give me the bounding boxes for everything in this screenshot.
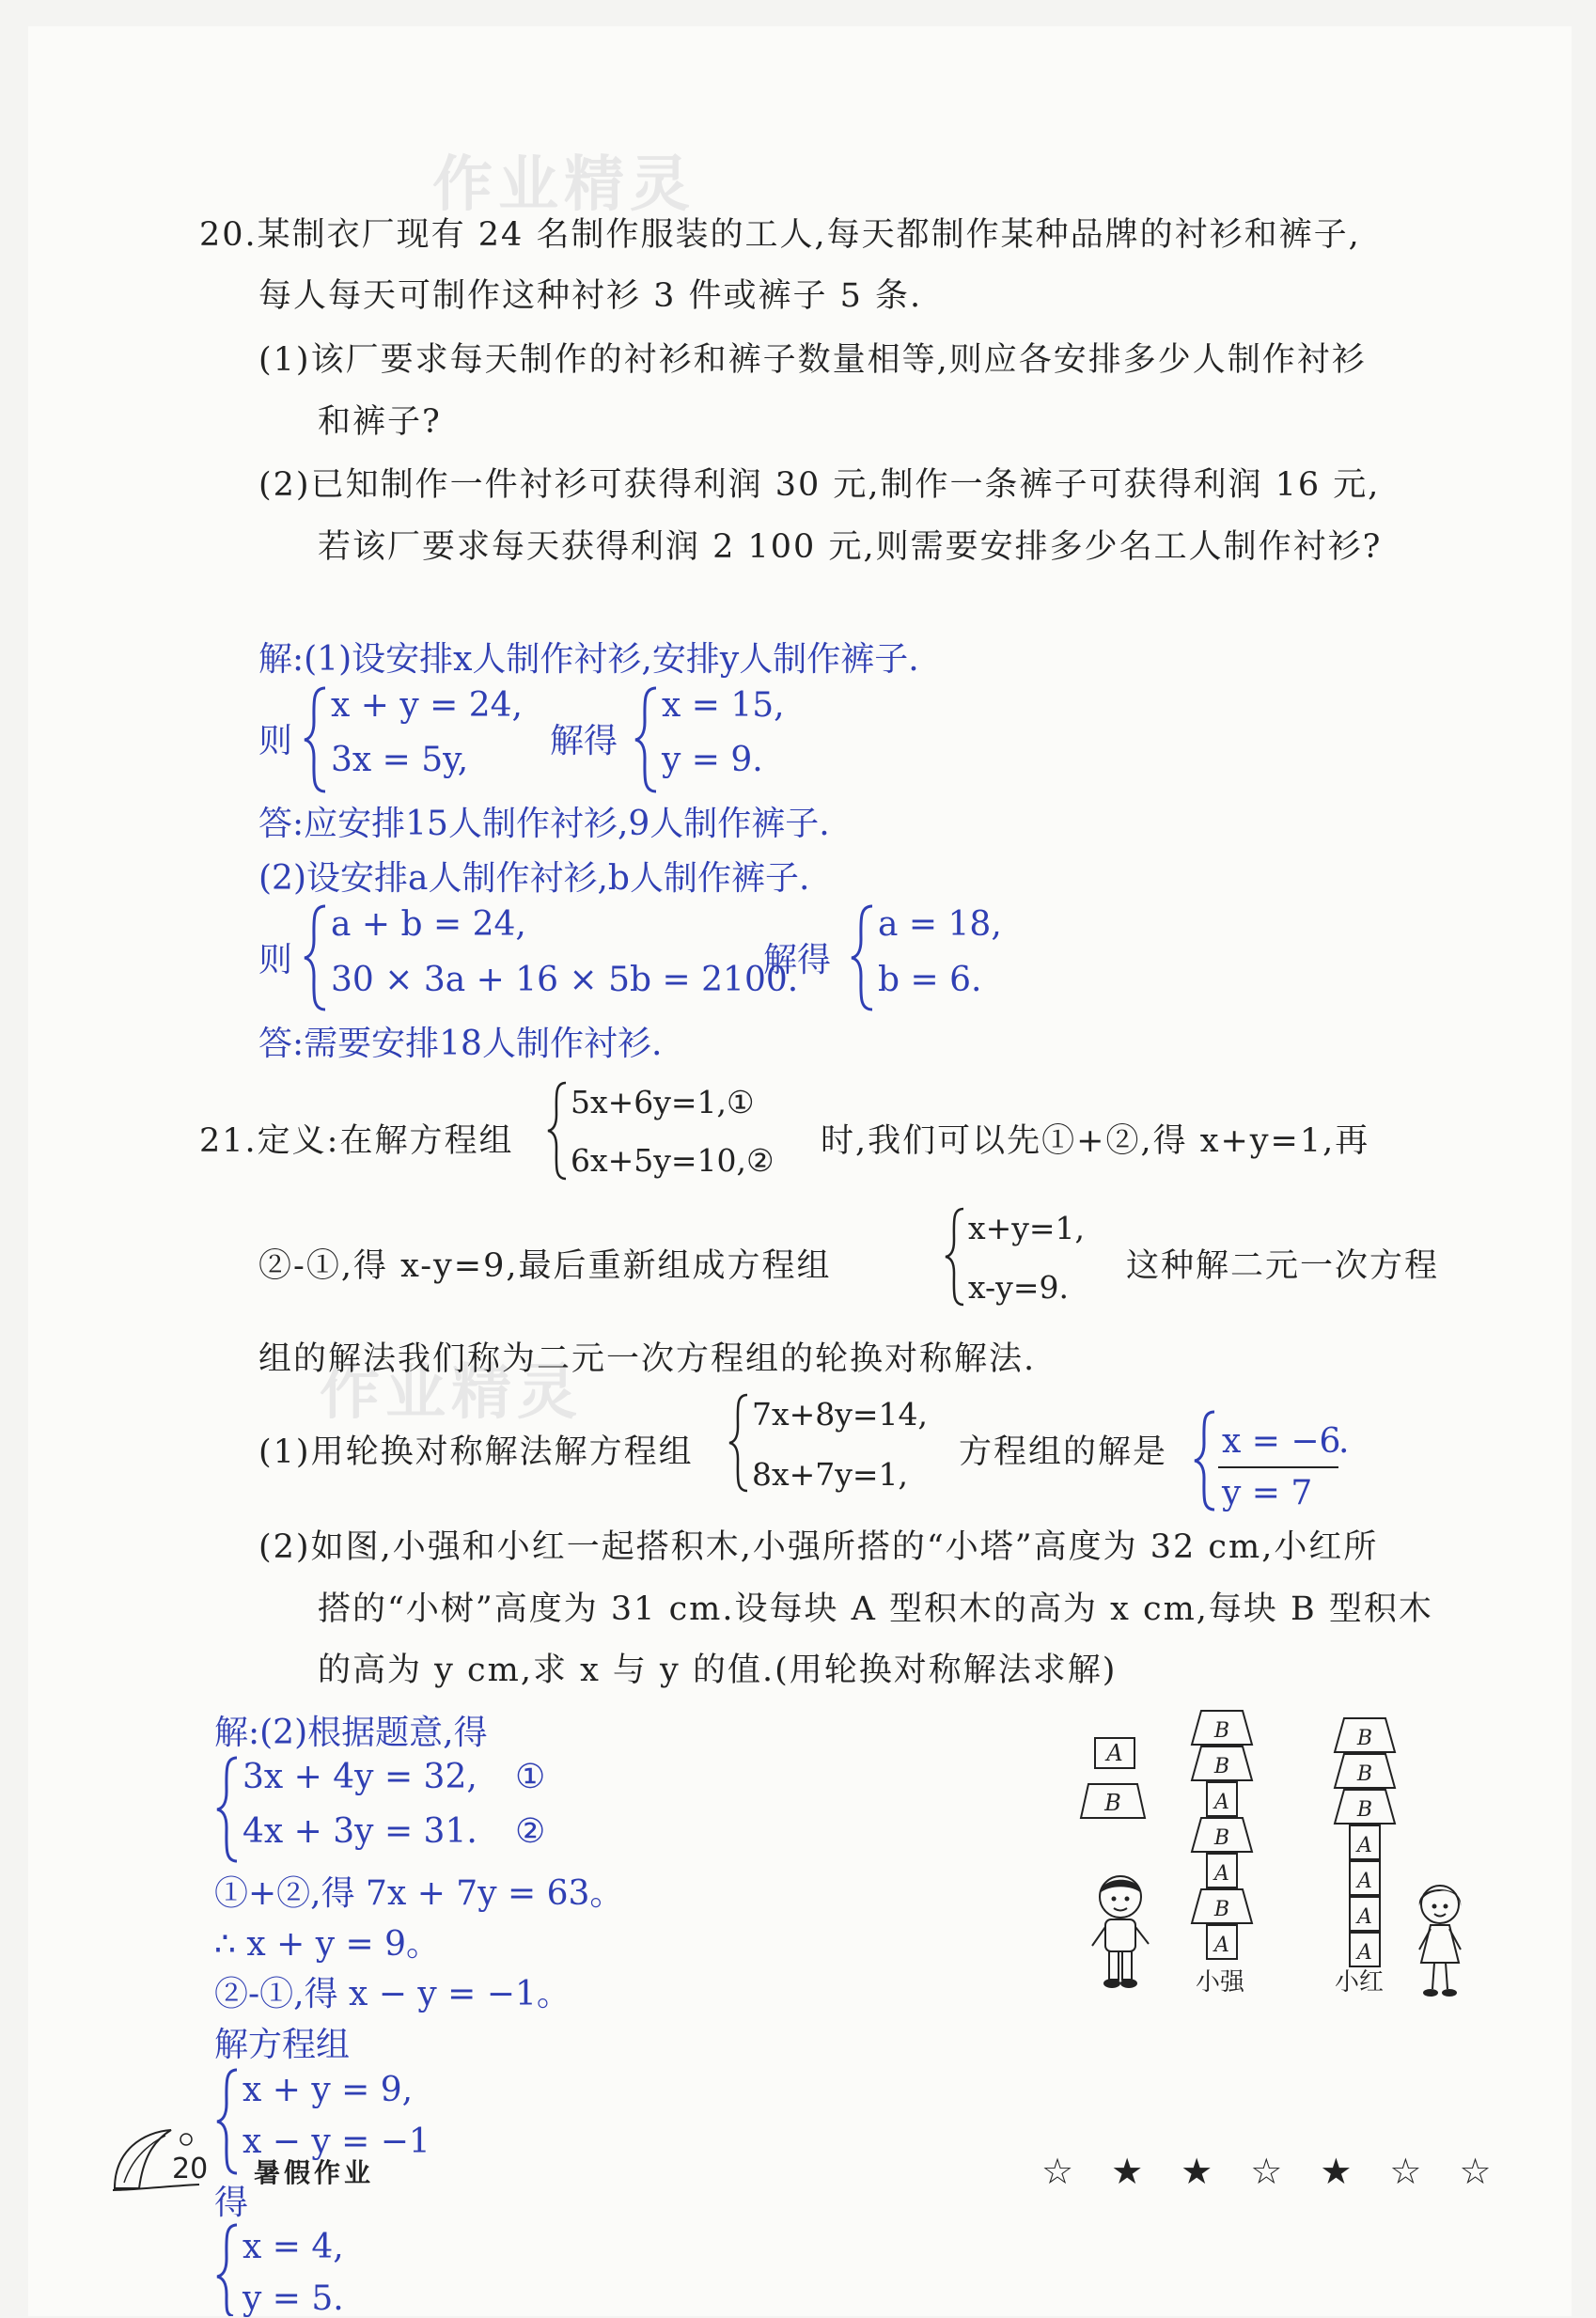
q21-part2-line1: (2)如图,小强和小红一起搭积木,小强所搭的“小塔”高度为 32 cm,小红所 [258,1528,1379,1566]
block-label: B [1213,1755,1230,1778]
outline-star-icon: ☆ [1041,2151,1074,2192]
brace-icon [301,902,329,1013]
legend-block-a: A [1094,1737,1135,1769]
block-label: A [1357,1834,1372,1857]
sol20-answer2: 答:需要安排18人制作衬衫. [258,1025,663,1063]
label-xiaoqiang: 小强 [1196,1968,1245,1997]
q21-eq2: 6x+5y=10,② [571,1142,775,1179]
brace-icon [632,684,660,795]
sol20-solve-label: 解得 [550,722,618,760]
sol20-res1-eq1: x = 15, [662,686,785,725]
brace-icon [1192,1408,1218,1513]
sol21-line1: 解:(2)根据题意,得 [214,1714,488,1752]
brace-icon [214,2221,241,2316]
boy-illustration [1083,1871,1158,1993]
block-label: A [1214,1791,1229,1814]
label-xiaohong: 小红 [1335,1968,1385,1997]
q21-eq1: 5x+6y=1,① [571,1084,755,1120]
block-label: A [1214,1934,1229,1957]
legend-b-label: B [1104,1790,1121,1816]
sol20-res1-eq2: y = 9. [662,741,763,779]
sol20-then2: 则 [258,941,293,979]
sol21-eq3: x + y = 9, [243,2071,414,2109]
q20-part1-line2: 和裤子? [318,403,442,441]
sol21-eq1: 3x + 4y = 32, [243,1758,477,1796]
sol20-then: 则 [258,722,293,760]
sol21-mark2: ② [515,1812,546,1851]
sol20-answer1: 答:应安排15人制作衬衫,9人制作裤子. [258,805,830,843]
sol20-sys2-eq2: 30 × 3a + 16 × 5b = 2100. [331,961,799,999]
q21-def-prefix: 21.定义:在解方程组 [199,1122,514,1160]
q20-part2-line2: 若该厂要求每天获得利润 2 100 元,则需要安排多少名工人制作衬衫? [318,528,1383,566]
sol20-solve-label2: 解得 [763,941,832,979]
filled-star-icon: ★ [1181,2151,1213,2192]
sol21-eq4: x − y = −1 [243,2122,430,2161]
sol21-line4: ②-①,得 x − y = −1。 [214,1975,571,2013]
q20-part1-line1: (1)该厂要求每天制作的衬衫和裤子数量相等,则应各安排多少人制作衬衫 [258,341,1367,379]
sol21-eq5: x = 4, [243,2228,344,2266]
brace-icon [727,1391,751,1495]
block-label: A [1357,1941,1372,1965]
q21-eq4: x-y=9. [968,1269,1069,1306]
q21-line2-prefix: ②-①,得 x-y=9,最后重新组成方程组 [258,1247,832,1285]
block-label: A [1357,1870,1372,1893]
brace-icon [848,902,876,1013]
sol20-sys2-eq1: a + b = 24, [331,905,526,944]
q21-answer1-y: y = 7 [1222,1474,1313,1512]
star-row [1041,2143,1529,2192]
book-title: 暑假作业 [254,2157,375,2188]
brace-icon [545,1079,570,1182]
sol20-line1: 解:(1)设安排x人制作衬衫,安排y人制作裤子. [258,640,919,679]
brace-icon [943,1205,967,1308]
sol20-sys1-eq1: x + y = 24, [331,686,523,725]
brace-icon [301,684,329,795]
q21-line2-suffix: 这种解二元一次方程 [1126,1247,1440,1285]
sol21-line6: 得 [214,2184,249,2222]
tower-xiaoqiang [1184,1709,1260,1972]
tower-blocks [1184,1709,1260,1963]
sol21-mark1: ① [515,1758,546,1796]
q20-line1: 20.某制衣厂现有 24 名制作服装的工人,每天都制作某种品牌的衬衫和裤子, [199,216,1361,254]
page-number: 20 [172,2153,209,2185]
block-label: B [1356,1798,1373,1822]
q21-answer1-x: x = −6 [1222,1422,1341,1461]
block-label: B [1213,1826,1230,1850]
sol21-eq6: y = 5. [243,2279,344,2318]
block-label: A [1214,1862,1229,1886]
q20-line2: 每人每天可制作这种衬衫 3 件或裤子 5 条. [258,277,923,315]
filled-star-icon: ★ [1320,2151,1353,2192]
block-label: B [1213,1719,1230,1743]
answer-period: . [1338,1422,1350,1461]
q21-eq5: 7x+8y=14, [752,1396,929,1433]
answer-blank-line [1218,1466,1338,1468]
sol21-eq2: 4x + 3y = 31. [243,1812,477,1851]
q21-eq3: x+y=1, [968,1210,1086,1246]
legend-block-b [1079,1782,1147,1820]
outline-star-icon: ☆ [1459,2151,1492,2192]
sol20-line2: (2)设安排a人制作衬衫,b人制作裤子. [258,859,810,898]
block-figure [1072,1701,1485,2012]
girl-illustration [1402,1880,1478,2002]
q20-part2-line1: (2)已知制作一件衬衫可获得利润 30 元,制作一条裤子可获得利润 16 元, [258,466,1381,504]
sol20-sys1-eq2: 3x = 5y, [331,741,469,779]
sol21-line5: 解方程组 [214,2026,351,2064]
tower-blocks [1327,1716,1402,1970]
block-label: A [1357,1905,1372,1929]
q21-part1-suffix: 方程组的解是 [959,1433,1168,1471]
brace-icon [214,2066,241,2177]
block-label: B [1356,1727,1373,1750]
block-label: B [1356,1762,1373,1786]
q21-eq6: 8x+7y=1, [752,1456,909,1493]
watermark: 作业精灵 [320,1358,583,1428]
outline-star-icon: ☆ [1389,2151,1422,2192]
q21-def-suffix: 时,我们可以先①+②,得 x+y=1,再 [821,1122,1370,1160]
brace-icon [214,1754,241,1865]
tower-xiaohong [1327,1716,1402,1980]
q21-line3: 组的解法我们称为二元一次方程组的轮换对称解法. [258,1340,1037,1378]
q21-part2-line2: 搭的“小树”高度为 31 cm.设每块 A 型积木的高为 x cm,每块 B 型积木 [318,1590,1433,1628]
sol21-line2: ①+②,得 7x + 7y = 63。 [214,1874,624,1913]
sol21-line3: ∴ x + y = 9。 [214,1925,440,1964]
filled-star-icon: ★ [1111,2151,1144,2192]
block-label: B [1213,1898,1230,1921]
outline-star-icon: ☆ [1250,2151,1283,2192]
sol20-res2-eq1: a = 18, [878,905,1002,944]
watermark: 作业精灵 [432,150,696,220]
sol20-res2-eq2: b = 6. [878,961,982,999]
q21-part2-line3: 的高为 y cm,求 x 与 y 的值.(用轮换对称解法求解) [318,1652,1118,1689]
q21-part1-prefix: (1)用轮换对称解法解方程组 [258,1433,694,1471]
